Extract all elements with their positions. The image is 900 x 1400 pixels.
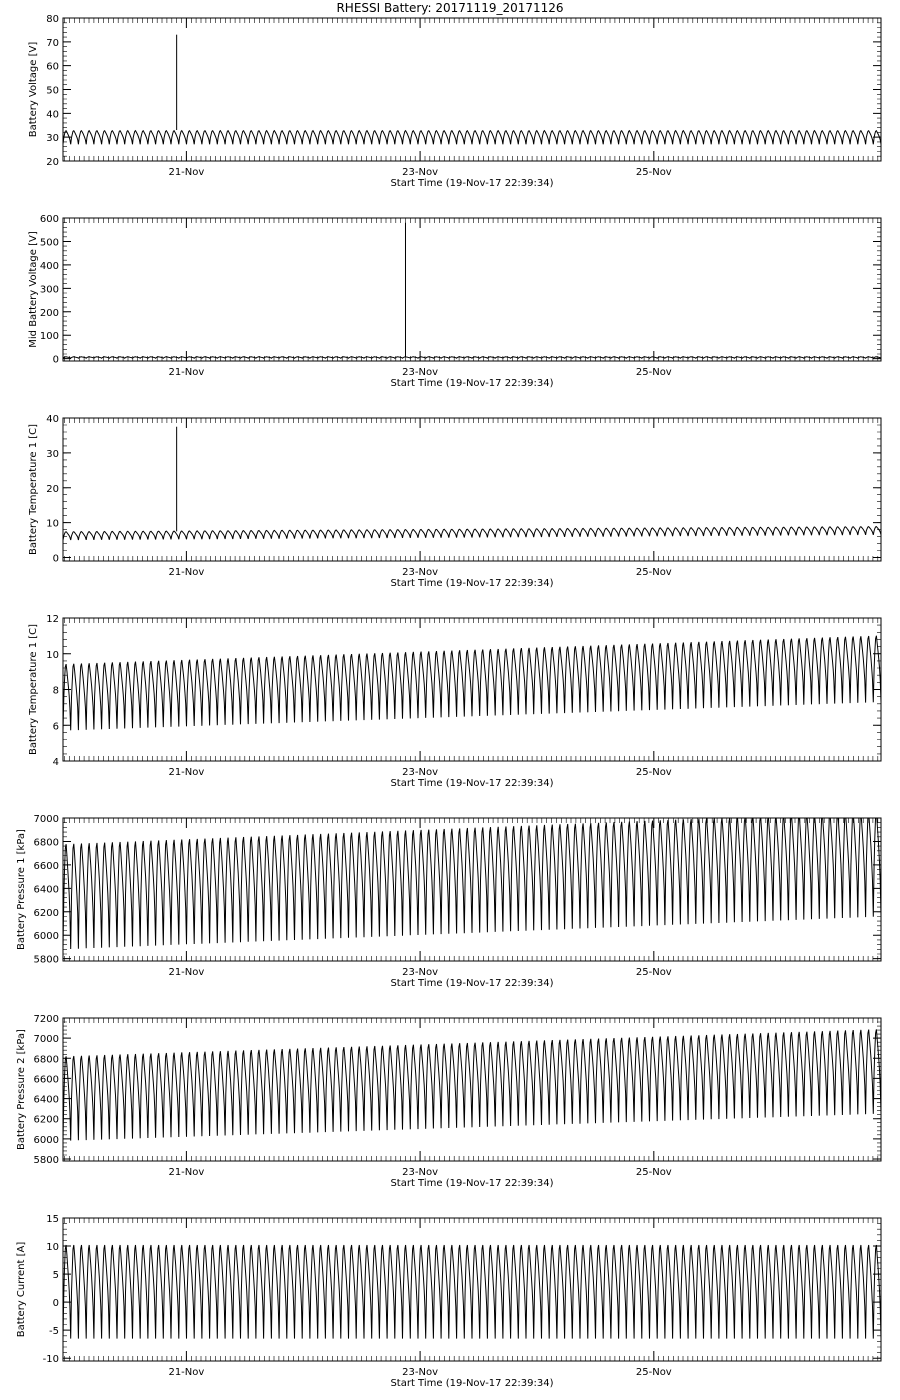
y-tick-label: 6000 — [33, 1134, 59, 1146]
series-line — [63, 527, 881, 541]
panel-2 — [28, 214, 881, 389]
y-tick-label: 6600 — [33, 1074, 59, 1086]
y-tick-label: 7000 — [33, 814, 59, 825]
y-tick-label: 7000 — [33, 1034, 59, 1046]
x-axis-label: Start Time (19-Nov-17 22:39:34) — [390, 978, 554, 989]
y-tick-label: 40 — [46, 109, 59, 121]
x-tick-label: 25-Nov — [635, 167, 672, 178]
series-line — [63, 636, 881, 731]
y-tick-label: 40 — [46, 414, 59, 425]
y-tick-label: 80 — [46, 14, 59, 25]
plot-frame — [63, 418, 881, 561]
x-tick-label: 21-Nov — [168, 567, 205, 578]
y-tick-label: 400 — [39, 260, 59, 272]
x-tick-label: 21-Nov — [168, 967, 205, 978]
y-tick-label: 30 — [46, 448, 59, 460]
y-tick-label: 6600 — [33, 860, 59, 872]
y-tick-label: 6000 — [33, 931, 59, 943]
x-tick-label: 25-Nov — [635, 967, 672, 978]
chart-panels — [16, 14, 881, 1389]
figure-title: RHESSI Battery: 20171119_20171126 — [336, 1, 564, 15]
x-tick-label: 25-Nov — [635, 1367, 672, 1378]
x-tick-label: 25-Nov — [635, 567, 672, 578]
panel-1 — [28, 14, 881, 189]
y-tick-label: -5 — [49, 1326, 59, 1338]
y-minor-ticks — [63, 218, 881, 359]
x-tick-label: 21-Nov — [168, 1167, 205, 1178]
x-axis-label: Start Time (19-Nov-17 22:39:34) — [390, 1178, 554, 1189]
x-tick-label: 21-Nov — [168, 367, 205, 378]
y-tick-label: 6800 — [33, 1054, 59, 1066]
y-tick-label: 300 — [39, 284, 59, 296]
y-tick-label: 6 — [52, 721, 59, 733]
series-line — [63, 357, 881, 358]
x-tick-label: 21-Nov — [168, 1367, 205, 1378]
y-tick-label: -10 — [42, 1354, 59, 1366]
y-tick-label: 12 — [46, 614, 59, 625]
x-axis-label: Start Time (19-Nov-17 22:39:34) — [390, 778, 554, 789]
series-line — [63, 1029, 881, 1141]
x-tick-label: 23-Nov — [402, 1367, 439, 1378]
y-axis-label: Battery Temperature 1 [C] — [28, 423, 39, 556]
y-tick-label: 200 — [39, 307, 59, 319]
y-tick-label: 500 — [39, 237, 59, 249]
y-tick-label: 8 — [52, 685, 59, 697]
y-tick-label: 50 — [46, 85, 59, 97]
panel-7 — [16, 1214, 881, 1389]
x-tick-label: 21-Nov — [168, 767, 205, 778]
x-tick-label: 23-Nov — [402, 767, 439, 778]
x-minor-ticks — [65, 418, 878, 561]
y-tick-label: 5 — [52, 1270, 59, 1282]
x-tick-label: 23-Nov — [402, 167, 439, 178]
y-tick-label: 0 — [52, 553, 59, 565]
y-tick-label: 7200 — [33, 1014, 59, 1025]
y-tick-label: 5800 — [33, 954, 59, 966]
x-tick-label: 25-Nov — [635, 1167, 672, 1178]
x-tick-label: 23-Nov — [402, 1167, 439, 1178]
x-tick-label: 23-Nov — [402, 567, 439, 578]
x-tick-label: 23-Nov — [402, 367, 439, 378]
panel-3 — [28, 414, 881, 589]
y-tick-label: 15 — [46, 1214, 59, 1225]
x-tick-label: 25-Nov — [635, 367, 672, 378]
y-tick-label: 20 — [46, 157, 59, 168]
panel-6 — [16, 1014, 881, 1189]
x-tick-label: 23-Nov — [402, 967, 439, 978]
panel-5 — [16, 812, 881, 989]
panel-4 — [28, 614, 881, 789]
y-tick-label: 10 — [46, 1242, 59, 1254]
y-axis-label: Battery Current [A] — [16, 1241, 27, 1338]
y-tick-label: 6800 — [33, 837, 59, 849]
x-axis-label: Start Time (19-Nov-17 22:39:34) — [390, 578, 554, 589]
y-axis-label: Battery Pressure 1 [kPa] — [16, 829, 27, 950]
y-tick-label: 6400 — [33, 1094, 59, 1106]
y-axis-label: Battery Temperature 1 [C] — [28, 623, 39, 756]
y-tick-label: 10 — [46, 518, 59, 530]
y-tick-label: 6200 — [33, 1114, 59, 1126]
y-tick-label: 30 — [46, 133, 59, 145]
x-axis-label: Start Time (19-Nov-17 22:39:34) — [390, 378, 554, 389]
y-tick-label: 0 — [52, 1298, 59, 1310]
y-tick-label: 20 — [46, 483, 59, 495]
y-tick-label: 60 — [46, 61, 59, 73]
y-tick-label: 5800 — [33, 1154, 59, 1166]
y-tick-label: 70 — [46, 37, 59, 49]
y-axis-label: Battery Voltage [V] — [28, 41, 39, 138]
series-line — [63, 1245, 881, 1339]
x-tick-label: 25-Nov — [635, 767, 672, 778]
y-tick-label: 0 — [52, 354, 59, 366]
y-axis-label: Battery Pressure 2 [kPa] — [16, 1029, 27, 1150]
plot-frame — [63, 218, 881, 361]
x-tick-label: 21-Nov — [168, 167, 205, 178]
x-minor-ticks — [65, 218, 878, 361]
series-line — [63, 131, 881, 145]
y-tick-label: 6200 — [33, 907, 59, 919]
series-line — [63, 812, 881, 950]
y-tick-label: 100 — [39, 331, 59, 343]
y-tick-label: 4 — [52, 757, 59, 768]
y-tick-label: 10 — [46, 649, 59, 661]
y-axis-label: Mid Battery Voltage [V] — [28, 231, 39, 348]
x-axis-label: Start Time (19-Nov-17 22:39:34) — [390, 178, 554, 189]
y-tick-label: 6400 — [33, 884, 59, 896]
y-tick-label: 600 — [39, 214, 59, 225]
x-axis-label: Start Time (19-Nov-17 22:39:34) — [390, 1378, 554, 1389]
